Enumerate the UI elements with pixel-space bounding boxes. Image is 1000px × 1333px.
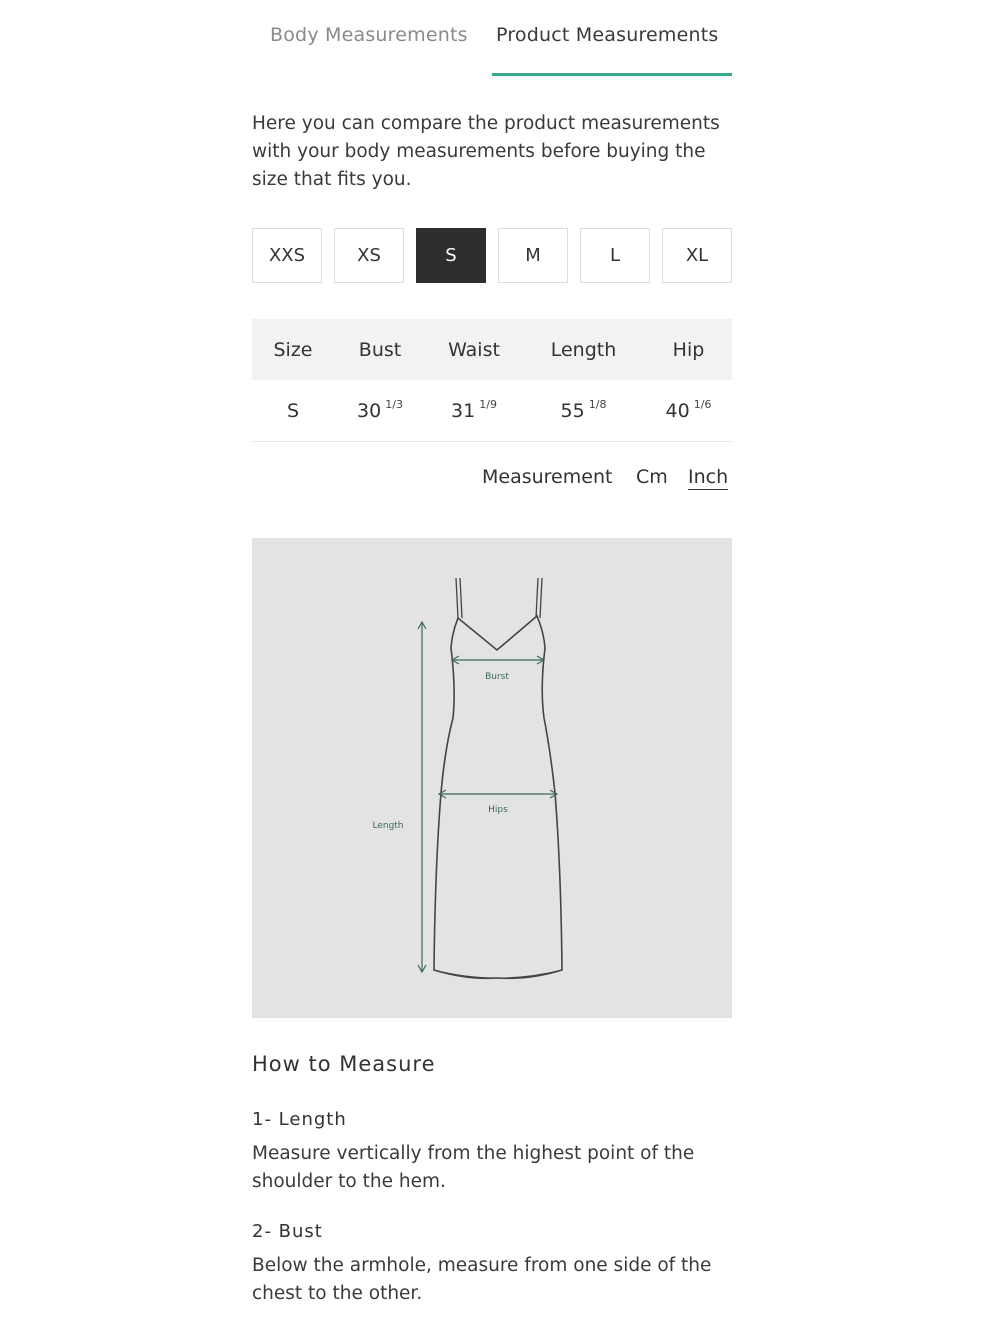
unit-cm-option[interactable]: Cm xyxy=(636,466,668,488)
size-selector xyxy=(252,228,732,285)
length-label: Length xyxy=(372,821,404,831)
measurement-tabs xyxy=(252,0,732,78)
fraction: 1/6 xyxy=(693,397,712,411)
hips-arrow xyxy=(439,790,557,798)
cell-length: 55 $^{1/8}$ xyxy=(560,397,607,422)
size-button-s[interactable]: S xyxy=(416,228,486,283)
size-button-xxs[interactable]: XXS xyxy=(252,228,322,283)
table-row xyxy=(252,380,732,442)
active-tab-indicator xyxy=(492,73,732,76)
table-header xyxy=(252,319,732,380)
dress-illustration xyxy=(252,538,732,1018)
fraction: 1/3 xyxy=(385,397,403,411)
tab-product-measurements[interactable]: Product Measurements xyxy=(496,24,719,46)
cell-bust: 30 $^{1/3}$ xyxy=(357,397,403,422)
size-button-l[interactable]: L xyxy=(580,228,650,283)
size-button-xl[interactable]: XL xyxy=(662,228,732,283)
step-bust-desc: Below the armhole, measure from one side of the chest to the other. xyxy=(252,1255,712,1304)
unit-inch-option[interactable]: Inch xyxy=(688,466,729,488)
size-button-xs[interactable]: XS xyxy=(334,228,404,283)
cell-hip: 40 $^{1/6}$ xyxy=(665,397,712,422)
tab-body-measurements[interactable]: Body Measurements xyxy=(270,24,468,46)
unit-toggle xyxy=(482,466,732,494)
bust-arrow xyxy=(452,656,544,664)
step-bust-title: 2- Bust xyxy=(252,1221,323,1242)
step-length-desc: Measure vertically from the highest point of the shoulder to the hem. xyxy=(252,1143,695,1192)
size-button-m[interactable]: M xyxy=(498,228,568,283)
measurement-table xyxy=(252,319,732,442)
header-size: Size xyxy=(273,338,313,361)
header-hip: Hip xyxy=(672,338,705,361)
fraction: 1/9 xyxy=(479,397,497,411)
header-waist: Waist xyxy=(448,338,500,361)
length-arrow xyxy=(418,622,426,972)
unit-label: Measurement xyxy=(482,466,613,488)
hips-label: Hips xyxy=(488,805,508,815)
how-to-measure-title: How to Measure xyxy=(252,1052,436,1076)
intro-text: Here you can compare the product measurements with your body measurements before buying the size that fits you. xyxy=(252,113,720,190)
cell-size: S xyxy=(286,399,300,422)
fraction: 1/8 xyxy=(588,397,607,411)
bust-label: Burst xyxy=(485,672,509,682)
header-bust: Bust xyxy=(358,338,402,361)
step-length-title: 1- Length xyxy=(252,1109,347,1130)
cell-waist: 31 $^{1/9}$ xyxy=(451,397,497,422)
header-length: Length xyxy=(550,338,617,361)
dress-measurement-diagram xyxy=(252,538,732,1018)
